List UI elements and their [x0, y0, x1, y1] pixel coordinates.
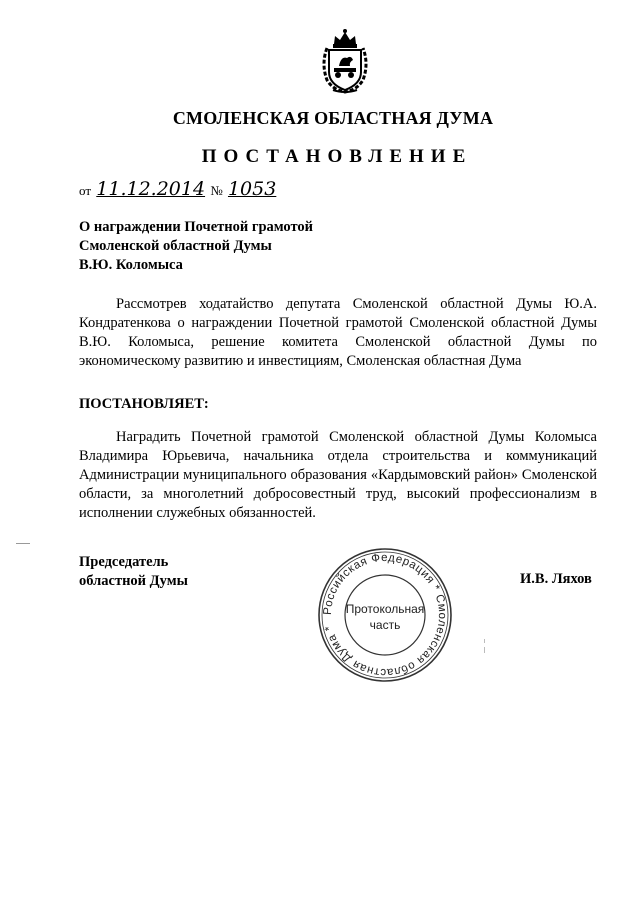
resolves-heading: ПОСТАНОВЛЯЕТ: — [79, 396, 209, 412]
signatory-title-line: Председатель — [79, 554, 169, 570]
preamble-paragraph: Рассмотрев ходатайство депутата Смоленской областной Думы Ю.А. Кондратенкова о награждении Почетной грамотой Смоленской областной Думы В.Ю. Коломыса, решение комитета Смоленской областной Думы по экономическому развитию и инвестициям, Смоленская областная Дума — [79, 296, 597, 369]
signatory-title-line: областной Думы — [79, 573, 188, 589]
coat-of-arms-icon — [319, 28, 371, 94]
scan-mark — [484, 647, 485, 653]
date-line — [79, 178, 278, 200]
signatory-title — [79, 553, 188, 591]
subject-line: В.Ю. Коломыса — [79, 257, 183, 273]
document-number: 1053 — [227, 178, 277, 200]
stamp-center-line: часть — [369, 618, 401, 632]
official-stamp — [315, 545, 455, 685]
subject-line: Смоленской областной Думы — [79, 238, 272, 254]
stamp-center-line: Протокольная — [345, 602, 425, 616]
stamp-ring-text: Российская Федерация * Смоленская областная Дума * — [321, 551, 449, 679]
scan-mark — [484, 639, 485, 643]
document-type: ПОСТАНОВЛЕНИЕ — [201, 146, 473, 167]
number-label: № — [210, 183, 223, 198]
subject-heading — [79, 218, 313, 275]
organization-name: СМОЛЕНСКАЯ ОБЛАСТНАЯ ДУМА — [172, 108, 494, 128]
subject-line: О награждении Почетной грамотой — [79, 219, 314, 235]
date-prefix: от — [79, 183, 92, 198]
signatory-name: И.В. Ляхов — [520, 571, 592, 587]
document-date: 11.12.2014 — [96, 178, 206, 200]
margin-mark — [16, 543, 30, 544]
resolution-paragraph: Наградить Почетной грамотой Смоленской областной Думы Коломыса Владимира Юрьевича, начальника отдела строительства и коммуникаций Администрации муниципального образования «Кардымовский район» Смоленской области, за многолетний добросовестный труд, высокий профессионализм в исполнении служебных обязанностей. — [79, 429, 597, 521]
